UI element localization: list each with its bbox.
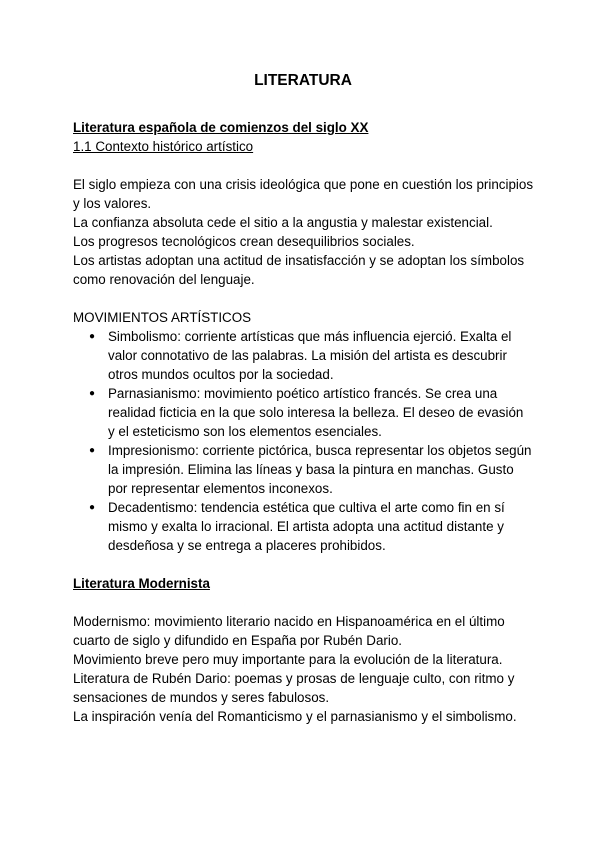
page-title: LITERATURA <box>254 72 352 89</box>
movements-list <box>73 327 533 555</box>
list-item-impresionismo: ● Impresionismo: corriente pictórica, busca representar los objetos según la impresión. Elimina las líneas y basa la pintura en manchas. Gusto por representar elementos inconexos. <box>83 441 533 498</box>
paragraph: La inspiración venía del Romanticismo y el parnasianismo y el simbolismo. <box>73 709 517 724</box>
section-heading-literatura-modernista: Literatura Modernista <box>73 576 210 591</box>
document-page <box>73 70 533 726</box>
paragraph: Los progresos tecnológicos crean desequilibrios sociales. <box>73 234 415 249</box>
paragraph: Literatura de Rubén Dario: poemas y prosas de lenguaje culto, con ritmo y sensaciones de mundos y seres fabulosos. <box>73 671 515 705</box>
section-heading-literatura-espanola: Literatura española de comienzos del siglo XX <box>73 120 369 135</box>
movements-heading: MOVIMIENTOS ARTÍSTICOS <box>73 310 252 325</box>
list-item-decadentismo: ● Decadentismo: tendencia estética que cultiva el arte como fin en sí mismo y exalta lo irracional. El artista adopta una actitud distante y desdeñosa y se entrega a placeres prohibidos. <box>83 498 533 555</box>
list-item-parnasianismo: ● Parnasianismo: movimiento poético artístico francés. Se crea una realidad ficticia en la que solo interesa la belleza. El deseo de evasión y el esteticismo son los elementos esenciales. <box>83 384 533 441</box>
paragraph: Movimiento breve pero muy importante para la evolución de la literatura. <box>73 652 503 667</box>
paragraph: La confianza absoluta cede el sitio a la angustia y malestar existencial. <box>73 215 493 230</box>
list-item-simbolismo: ● Simbolismo: corriente artísticas que más influencia ejerció. Exalta el valor connotativo de las palabras. La misión del artista es descubrir otros mundos ocultos por la sociedad. <box>83 327 533 384</box>
paragraph: Los artistas adoptan una actitud de insatisfacción y se adoptan los símbolos como renovación del lenguaje. <box>73 253 525 287</box>
paragraph: El siglo empieza con una crisis ideológica que pone en cuestión los principios y los valores. <box>73 177 534 211</box>
paragraph: Modernismo: movimiento literario nacido en Hispanoamérica en el último cuarto de siglo y difundido en España por Rubén Dario. <box>73 614 505 648</box>
subsection-heading-contexto: 1.1 Contexto histórico artístico <box>73 139 254 154</box>
